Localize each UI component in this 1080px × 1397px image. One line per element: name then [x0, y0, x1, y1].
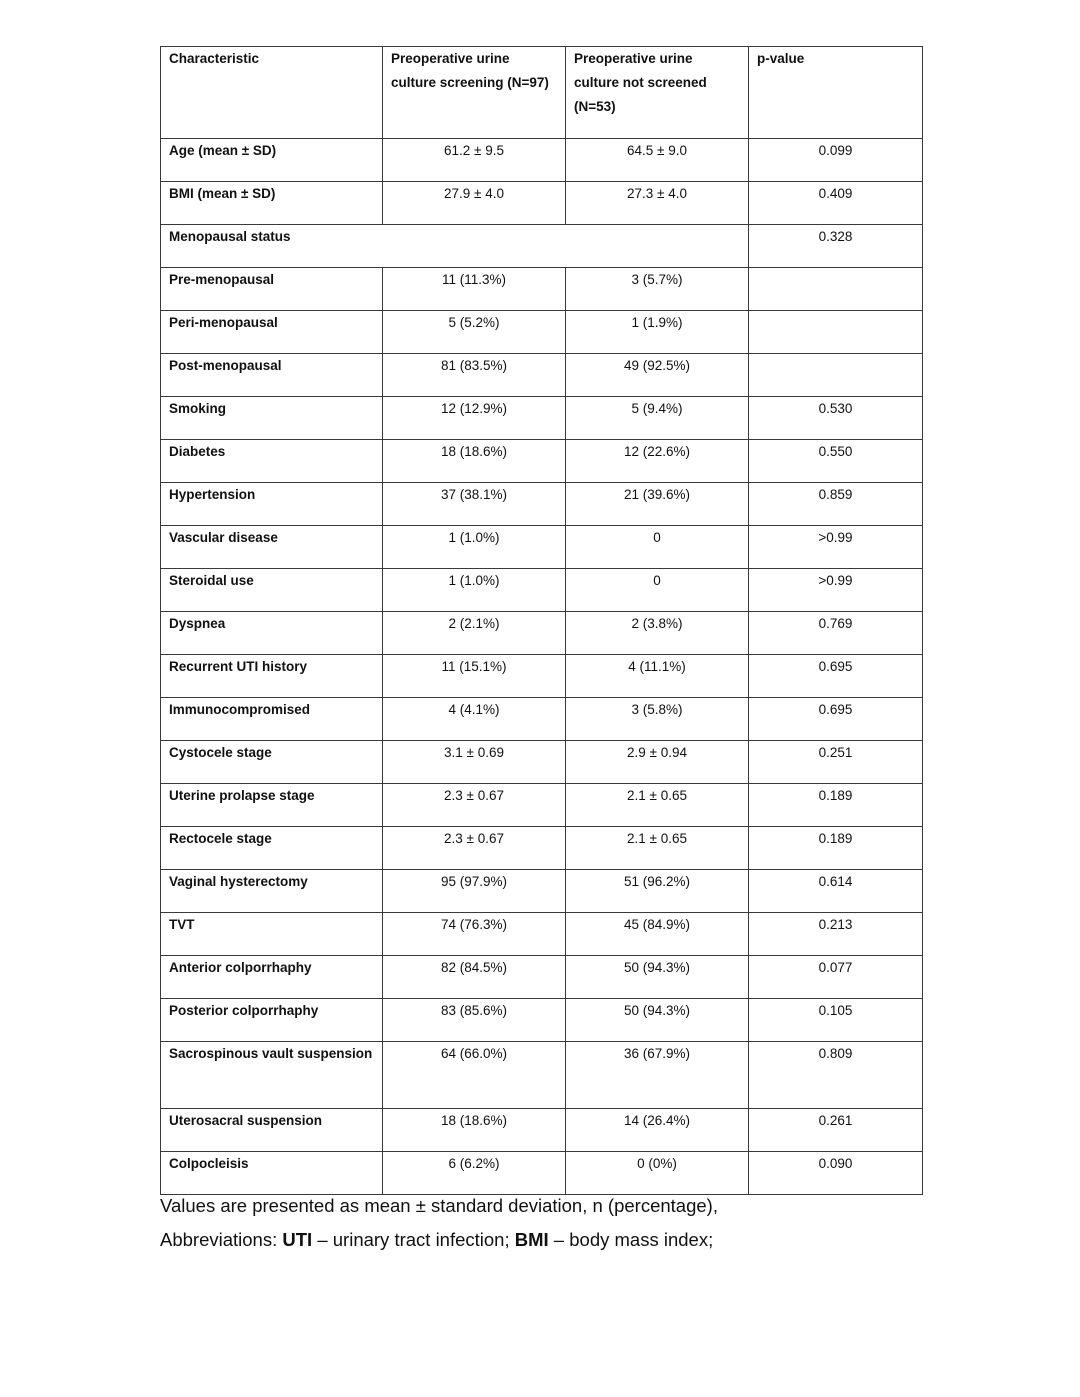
- cell-not-screened: 2.1 ± 0.65: [566, 784, 749, 827]
- cell-not-screened: 0 (0%): [566, 1152, 749, 1195]
- row-label: Cystocele stage: [161, 741, 383, 784]
- row-label: Colpocleisis: [161, 1152, 383, 1195]
- cell-screened: 2.3 ± 0.67: [383, 784, 566, 827]
- cell-p-value: 0.189: [749, 784, 923, 827]
- abbr-uti-def: – urinary tract infection;: [312, 1229, 515, 1250]
- table-row: [161, 956, 923, 999]
- cell-screened: 61.2 ± 9.5: [383, 139, 566, 182]
- table-row: [161, 354, 923, 397]
- cell-not-screened: 27.3 ± 4.0: [566, 182, 749, 225]
- table-row: [161, 913, 923, 956]
- cell-not-screened: 14 (26.4%): [566, 1109, 749, 1152]
- cell-not-screened: 3 (5.7%): [566, 268, 749, 311]
- cell-p-value: 0.105: [749, 999, 923, 1042]
- table-row: [161, 526, 923, 569]
- row-label: Post-menopausal: [161, 354, 383, 397]
- cell-p-value: 0.859: [749, 483, 923, 526]
- cell-p-value: 0.409: [749, 182, 923, 225]
- cell-not-screened: 49 (92.5%): [566, 354, 749, 397]
- table-row: [161, 612, 923, 655]
- cell-p-value: >0.99: [749, 569, 923, 612]
- header-characteristic: Characteristic: [161, 47, 383, 139]
- table-row: [161, 999, 923, 1042]
- cell-not-screened: 2.1 ± 0.65: [566, 827, 749, 870]
- abbr-bmi-def: – body mass index;: [548, 1229, 714, 1250]
- cell-p-value: 0.328: [749, 225, 923, 268]
- cell-screened: 4 (4.1%): [383, 698, 566, 741]
- cell-not-screened: 64.5 ± 9.0: [566, 139, 749, 182]
- footnote-abbreviations: [160, 1223, 718, 1257]
- cell-screened: 11 (15.1%): [383, 655, 566, 698]
- cell-screened: 1 (1.0%): [383, 526, 566, 569]
- row-label: Age (mean ± SD): [161, 139, 383, 182]
- cell-screened: 6 (6.2%): [383, 1152, 566, 1195]
- row-label: Rectocele stage: [161, 827, 383, 870]
- cell-not-screened: 4 (11.1%): [566, 655, 749, 698]
- table-footnotes: [160, 1189, 718, 1257]
- row-label: Sacrospinous vault suspension: [161, 1042, 383, 1109]
- cell-not-screened: 50 (94.3%): [566, 999, 749, 1042]
- cell-p-value: [749, 268, 923, 311]
- header-p-value: p-value: [749, 47, 923, 139]
- cell-screened: 83 (85.6%): [383, 999, 566, 1042]
- table-row: [161, 698, 923, 741]
- table-row: [161, 483, 923, 526]
- row-label: Anterior colporrhaphy: [161, 956, 383, 999]
- cell-not-screened: 36 (67.9%): [566, 1042, 749, 1109]
- table-header-row: [161, 47, 923, 139]
- cell-not-screened: 0: [566, 569, 749, 612]
- cell-p-value: 0.809: [749, 1042, 923, 1109]
- row-label: Peri-menopausal: [161, 311, 383, 354]
- table-row: [161, 139, 923, 182]
- row-label: Uterine prolapse stage: [161, 784, 383, 827]
- cell-screened: 37 (38.1%): [383, 483, 566, 526]
- row-label: Posterior colporrhaphy: [161, 999, 383, 1042]
- cell-p-value: 0.614: [749, 870, 923, 913]
- row-label: Vascular disease: [161, 526, 383, 569]
- cell-not-screened: 1 (1.9%): [566, 311, 749, 354]
- table-row: [161, 182, 923, 225]
- cell-not-screened: 50 (94.3%): [566, 956, 749, 999]
- table-row: [161, 784, 923, 827]
- cell-not-screened: 0: [566, 526, 749, 569]
- row-label: Diabetes: [161, 440, 383, 483]
- cell-not-screened: 45 (84.9%): [566, 913, 749, 956]
- row-label: Menopausal status: [161, 225, 749, 268]
- table-row: [161, 311, 923, 354]
- header-not-screened: Preoperative urine culture not screened (N=53): [566, 47, 749, 139]
- cell-p-value: 0.261: [749, 1109, 923, 1152]
- abbr-uti: UTI: [282, 1229, 313, 1250]
- cell-not-screened: 3 (5.8%): [566, 698, 749, 741]
- cell-not-screened: 2 (3.8%): [566, 612, 749, 655]
- cell-not-screened: 21 (39.6%): [566, 483, 749, 526]
- row-label: BMI (mean ± SD): [161, 182, 383, 225]
- cell-screened: 82 (84.5%): [383, 956, 566, 999]
- cell-p-value: [749, 311, 923, 354]
- cell-p-value: 0.213: [749, 913, 923, 956]
- cell-screened: 74 (76.3%): [383, 913, 566, 956]
- row-label: Vaginal hysterectomy: [161, 870, 383, 913]
- cell-p-value: [749, 354, 923, 397]
- cell-p-value: 0.695: [749, 655, 923, 698]
- cell-p-value: 0.251: [749, 741, 923, 784]
- cell-not-screened: 5 (9.4%): [566, 397, 749, 440]
- cell-p-value: 0.769: [749, 612, 923, 655]
- cell-screened: 2.3 ± 0.67: [383, 827, 566, 870]
- cell-p-value: 0.099: [749, 139, 923, 182]
- cell-screened: 18 (18.6%): [383, 440, 566, 483]
- cell-screened: 27.9 ± 4.0: [383, 182, 566, 225]
- table-row: [161, 397, 923, 440]
- cell-p-value: >0.99: [749, 526, 923, 569]
- row-label: Recurrent UTI history: [161, 655, 383, 698]
- cell-not-screened: 51 (96.2%): [566, 870, 749, 913]
- abbr-bmi: BMI: [514, 1229, 549, 1250]
- cell-p-value: 0.695: [749, 698, 923, 741]
- cell-p-value: 0.550: [749, 440, 923, 483]
- cell-p-value: 0.189: [749, 827, 923, 870]
- row-label: Immunocompromised: [161, 698, 383, 741]
- cell-screened: 1 (1.0%): [383, 569, 566, 612]
- abbr-prefix: Abbreviations:: [160, 1229, 283, 1250]
- row-label: Steroidal use: [161, 569, 383, 612]
- table-row: [161, 741, 923, 784]
- cell-screened: 64 (66.0%): [383, 1042, 566, 1109]
- footnote-values: Values are presented as mean ± standard deviation, n (percentage),: [160, 1195, 718, 1216]
- cell-p-value: 0.530: [749, 397, 923, 440]
- table-row: [161, 440, 923, 483]
- table-row: [161, 1042, 923, 1109]
- table-row: [161, 827, 923, 870]
- row-label: Pre-menopausal: [161, 268, 383, 311]
- cell-p-value: 0.077: [749, 956, 923, 999]
- cell-screened: 18 (18.6%): [383, 1109, 566, 1152]
- cell-screened: 81 (83.5%): [383, 354, 566, 397]
- table-row: [161, 655, 923, 698]
- cell-screened: 5 (5.2%): [383, 311, 566, 354]
- cell-screened: 11 (11.3%): [383, 268, 566, 311]
- table-row: [161, 870, 923, 913]
- row-label: Dyspnea: [161, 612, 383, 655]
- table-row: [161, 569, 923, 612]
- cell-screened: 95 (97.9%): [383, 870, 566, 913]
- characteristics-table: [160, 46, 923, 1195]
- cell-screened: 3.1 ± 0.69: [383, 741, 566, 784]
- cell-not-screened: 2.9 ± 0.94: [566, 741, 749, 784]
- row-label: Smoking: [161, 397, 383, 440]
- row-label: Hypertension: [161, 483, 383, 526]
- table-row: [161, 268, 923, 311]
- cell-p-value: 0.090: [749, 1152, 923, 1195]
- cell-not-screened: 12 (22.6%): [566, 440, 749, 483]
- table-row: [161, 225, 923, 268]
- table-row: [161, 1109, 923, 1152]
- row-label: Uterosacral suspension: [161, 1109, 383, 1152]
- cell-screened: 12 (12.9%): [383, 397, 566, 440]
- row-label: TVT: [161, 913, 383, 956]
- header-screened: Preoperative urine culture screening (N=97): [383, 47, 566, 139]
- cell-screened: 2 (2.1%): [383, 612, 566, 655]
